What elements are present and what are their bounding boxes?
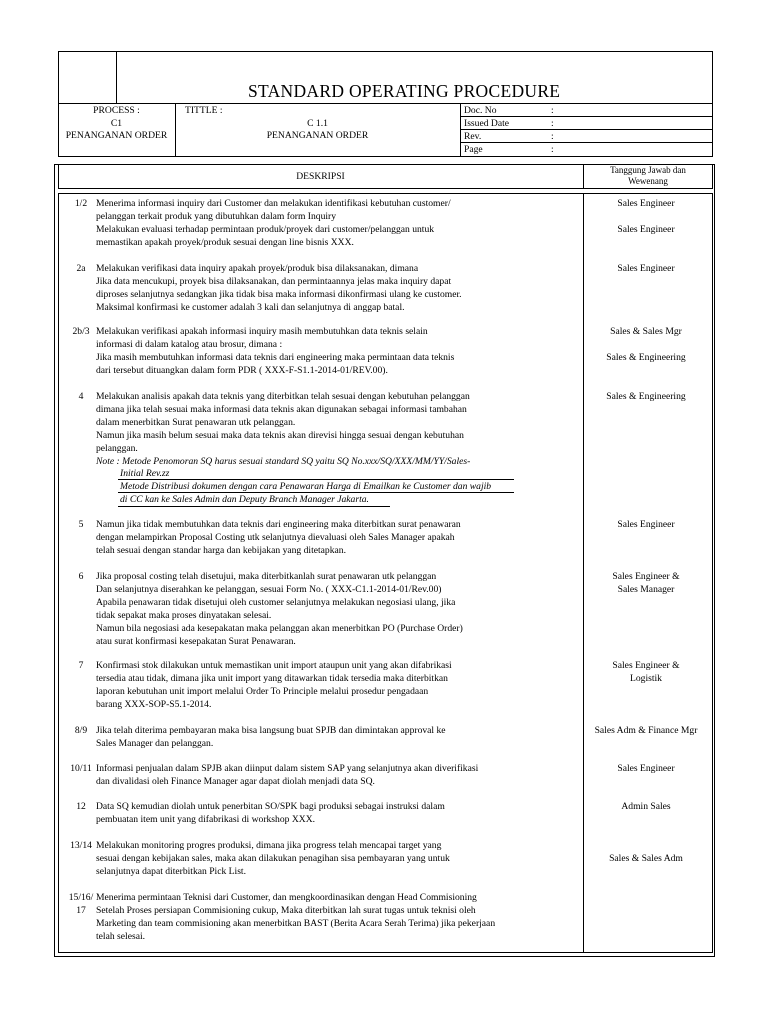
step-description: Menerima informasi inquiry dari Customer dan melakukan identifikasi kebutuhan customer/ pelanggan terkait produk yang dibutuhkan dalam form Inquiry Melakukan evaluasi terhadap permintaan produk/proyek dari customer/pelanggan untuk memastikan apakah proyek/produk sesuai dengan line bisnis XXX.	[96, 198, 451, 248]
step-responsibility: Sales & Sales Adm	[609, 852, 683, 864]
sq-numbering-note: Note : Metode Penomoran SQ harus sesuai standard SQ yaitu SQ No.xxx/SQ/XXX/MM/YY/Sales-	[96, 455, 471, 467]
title-name: PENANGANAN ORDER	[266, 130, 369, 141]
step-responsibility: Sales Engineer Sales Engineer	[617, 198, 675, 235]
step-description: Jika telah diterima pembayaran maka bisa langsung buat SPJB dan dimintakan approval ke Sales Manager dan pelanggan.	[96, 725, 446, 749]
step-description: Melakukan analisis apakah data teknis yang diterbitkan telah sesuai dengan kebutuhan pelanggan dimana jika telah sesuai maka informasi data teknis akan digunakan sebagai informasi tambahan dalam menerbitkan Surat penawaran utk pelanggan. Namun jika masih belum sesuai maka data teknis akan direvisi hingga sesuai dengan kebutuhan pelanggan. Note : Metode Penomoran SQ harus sesuai standard SQ yaitu SQ No.xxx/SQ/XXX/MM/YY/Sales- Initial Rev.zz Metode Distribusi dokumen dengan cara Penawaran Harga di Emailkan ke Customer dan wajib di CC kan ke Sales Admin dan Deputy Branch Manager Jakarta.	[96, 391, 566, 507]
step-number: 15/16/ 17	[68, 892, 94, 916]
col-desc-header: DESKRIPSI	[296, 171, 345, 182]
step-responsibility: Sales Engineer & Logistik	[612, 660, 680, 684]
step-responsibility: Sales Engineer	[617, 519, 675, 530]
step-number: 13/14	[70, 840, 92, 851]
step-description: Namun jika tidak membutuhkan data teknis dari engineering maka diterbitkan surat penawaran dengan melampirkan Proposal Costing utk selanjutnya dievaluasi oleh Sales Manager apakah telah sesuai dengan standar harga dan kebijakan yang ditetapkan.	[96, 519, 461, 556]
col-resp-header-1: Tanggung Jawab dan	[610, 165, 686, 175]
step-responsibility: Sales Engineer	[617, 763, 675, 774]
step-responsibility: Sales Engineer & Sales Manager	[612, 571, 680, 595]
meta-page: Page	[464, 144, 483, 155]
step-number: 7	[78, 660, 84, 671]
step-number: 1/2	[74, 198, 88, 209]
title-code: C 1.1	[307, 118, 328, 129]
step-description: Konfirmasi stok dilakukan untuk memastikan unit import ataupun unit yang akan difabrikasi tersedia atau tidak, dimana jika unit import yang ditawarkan tidak tersedia maka diterbitkan laporan kebutuhan unit import melalui Order To Principle melalui prosedur pengadaan barang XXX-SOP-S5.1-2014.	[96, 660, 452, 710]
step-number: 2a	[76, 263, 86, 274]
process-code: C1	[110, 118, 123, 129]
sop-page: STANDARD OPERATING PROCEDURE PROCESS : C1 PENANGANAN ORDER TITTLE : C 1.1 PENANGANAN ORDER Doc. No : Issued Date : Rev. : Page : DESKRIPSI Tanggung Jawab dan Wewenang 1/2 Menerima informasi inquiry dari Customer dan melakukan identifikasi kebutuhan customer/ pelanggan terkait produk yang dibutuhkan dalam form Inquiry Melakukan evaluasi terhadap permintaan produk/proyek dari customer/pelanggan untuk memastikan apakah proyek/produk sesuai dengan line bisnis XXX. Sales Engineer Sales Engineer 2a Melakukan verifikasi data inquiry apakah proyek/produk bisa dilaksanakan, dimana Jika data mencukupi, proyek bisa dilaksanakan, dan permintaannya jelas maka inquiry dapat diproses selanjutnya sedangkan jika tidak bisa maka informasi dikonfirmasi ulang ke customer. Maksimal konfirmasi ke customer adalah 3 kali dan selanjutnya di anggap batal. Sales Engineer 2b/3 Melakukan verifikasi apakah informasi inquiry masih membutuhkan data teknis selain informasi di dalam katalog atau brosur, dimana : Jika masih membutuhkan informasi data teknis dari engineering maka permintaan data teknis dari tersebut dituangkan dalam form PDR ( XXX-F-S1.1-2014-01/REV.00). Sales & Sales Mgr Sales & Engineering 4 Melakukan analisis apakah data teknis yang diterbitkan telah sesuai dengan kebutuhan pelanggan dimana jika telah sesuai maka informasi data teknis akan digunakan sebagai informasi tambahan dalam menerbitkan Surat penawaran utk pelanggan. Namun jika masih belum sesuai maka data teknis akan direvisi hingga sesuai dengan kebutuhan pelanggan. Note : Metode Penomoran SQ harus sesuai standard SQ yaitu SQ No.xxx/SQ/XXX/MM/YY/Sales- Initial Rev.zz Metode Distribusi dokumen dengan cara Penawaran Harga di Emailkan ke Customer dan wajib di CC kan ke Sales Admin dan Deputy Branch Manager Jakarta. Sales & Engineering 5 Namun jika tidak membutuhkan data teknis dari engineering maka diterbitkan surat penawaran dengan melampirkan Proposal Costing utk selanjutnya dievaluasi oleh Sales Manager apakah telah sesuai dengan standar harga dan kebijakan yang ditetapkan. Sales Engineer 6 Jika proposal costing telah disetujui, maka diterbitkanlah surat penawaran utk pelanggan Dan selanjutnya diserahkan ke pelanggan, sesuai Form No. ( XXX-C1.1-2014-01/Rev.00) Apabila penawaran tidak disetujui oleh customer selanjutnya melakukan negosiasi ulang, jika tidak sepakat maka proses dinyatakan selesai. Namun bila negosiasi ada kesepakatan maka pelanggan akan menerbitkan PO (Purchase Order) atau surat konfirmasi kesepakatan Surat Penawaran. Sales Engineer & Sales Manager 7 Konfirmasi stok dilakukan untuk memastikan unit import ataupun unit yang akan difabrikasi tersedia atau tidak, dimana jika unit import yang ditawarkan tidak tersedia maka diterbitkan laporan kebutuhan unit import melalui Order To Principle melalui prosedur pengadaan barang XXX-SOP-S5.1-2014. Sales Engineer & Logistik 8/9 Jika telah diterima pembayaran maka bisa langsung buat SPJB dan dimintakan approval ke Sales Manager dan pelanggan. Sales Adm & Finance Mgr 10/11 Informasi penjualan dalam SPJB akan diinput dalam sistem SAP yang selanjutnya akan diverifikasi dan divalidasi oleh Finance Manager agar dapat diolah menjadi data SQ. Sales Engineer 12 Data SQ kemudian diolah untuk penerbitan SO/SPK bagi produksi sebagai instruksi dalam pembuatan item unit yang difabrikasi di workshop XXX. Admin Sales 13/14 Melakukan monitoring progres produksi, dimana jika progress telah mencapai target yang sesuai dengan kebijakan sales, maka akan dilakukan penagihan sisa pembayaran yang untuk selanjutnya dapat diterbitkan Pick List. Sales & Sales Adm 15/16/ 17 Menerima permintaan Teknisi dari Customer, dan mengkoordinasikan dengan Head Commisioning Setelah Proses persiapan Commisioning cukup, Maka diterbitkan lah surat tugas untuk teknisi oleh Marketing dan team commisioning akan menerbitkan BAST (Berita Acara Serah Terima) jika pekerjaan telah selesai.	[0, 0, 768, 1024]
step-description: Informasi penjualan dalam SPJB akan diinput dalam sistem SAP yang selanjutnya akan diverifikasi dan divalidasi oleh Finance Manager agar dapat diolah menjadi data SQ.	[96, 763, 479, 787]
step-number: 4	[78, 391, 84, 402]
step-description: Melakukan monitoring progres produksi, dimana jika progress telah mencapai target yang sesuai dengan kebijakan sales, maka akan dilakukan penagihan sisa pembayaran yang untuk selanjutnya dapat diterbitkan Pick List.	[96, 840, 450, 877]
step-description: Menerima permintaan Teknisi dari Customer, dan mengkoordinasikan dengan Head Commisioning Setelah Proses persiapan Commisioning cukup, Maka diterbitkan lah surat tugas untuk teknisi oleh Marketing dan team commisioning akan menerbitkan BAST (Berita Acara Serah Terima) jika pekerjaan telah selesai.	[96, 892, 496, 942]
step-description: Melakukan verifikasi data inquiry apakah proyek/produk bisa dilaksanakan, dimana Jika data mencukupi, proyek bisa dilaksanakan, dan permintaannya jelas maka inquiry dapat diproses selanjutnya sedangkan jika tidak bisa maka informasi dikonfirmasi ulang ke customer. Maksimal konfirmasi ke customer adalah 3 kali dan selanjutnya di anggap batal.	[96, 263, 462, 313]
title-label: TITTLE :	[185, 105, 223, 116]
note-underline	[118, 506, 390, 507]
distribution-note: Metode Distribusi dokumen dengan cara Penawaran Harga di Emailkan ke Customer dan wajib	[120, 481, 492, 493]
meta-issued-date: Issued Date	[464, 118, 510, 129]
step-responsibility: Sales & Sales Mgr Sales & Engineering	[606, 326, 686, 363]
step-responsibility: Sales Engineer	[617, 263, 675, 274]
meta-rev: Rev.	[464, 131, 482, 142]
process-label: PROCESS :	[93, 105, 140, 116]
step-description: Jika proposal costing telah disetujui, maka diterbitkanlah surat penawaran utk pelanggan Dan selanjutnya diserahkan ke pelanggan, sesuai Form No. ( XXX-C1.1-2014-01/Rev.00) Apabila penawaran tidak disetujui oleh customer selanjutnya melakukan negosiasi ulang, jika tidak sepakat maka proses dinyatakan selesai. Namun bila negosiasi ada kesepakatan maka pelanggan akan menerbitkan PO (Purchase Order) atau surat konfirmasi kesepakatan Surat Penawaran.	[96, 571, 463, 647]
step-responsibility: Admin Sales	[621, 801, 671, 812]
step-number: 2b/3	[72, 326, 90, 337]
step-responsibility: Sales Adm & Finance Mgr	[594, 725, 698, 736]
note-underline	[118, 479, 514, 480]
step-description: Data SQ kemudian diolah untuk penerbitan SO/SPK bagi produksi sebagai instruksi dalam pembuatan item unit yang difabrikasi di workshop XXX.	[96, 801, 445, 825]
note-underline	[118, 492, 514, 493]
page-title: STANDARD OPERATING PROCEDURE	[248, 81, 561, 101]
step-number: 8/9	[74, 725, 88, 736]
step-number: 10/11	[70, 763, 92, 774]
col-resp-header-2: Wewenang	[628, 176, 668, 186]
step-description: Melakukan verifikasi apakah informasi inquiry masih membutuhkan data teknis selain informasi di dalam katalog atau brosur, dimana : Jika masih membutuhkan informasi data teknis dari engineering maka permintaan data teknis dari tersebut dituangkan dalam form PDR ( XXX-F-S1.1-2014-01/REV.00).	[96, 326, 455, 376]
meta-doc-no: Doc. No	[464, 105, 497, 116]
step-number: 5	[78, 519, 84, 530]
process-name: PENANGANAN ORDER	[65, 130, 168, 141]
step-responsibility: Sales & Engineering	[606, 391, 686, 402]
step-number: 12	[76, 801, 86, 812]
step-number: 6	[78, 571, 84, 582]
